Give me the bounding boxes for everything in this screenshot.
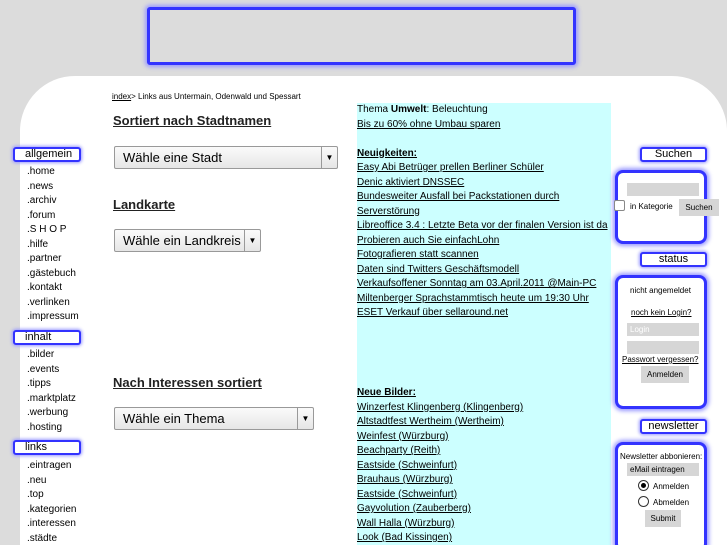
news-link[interactable]: Fotografieren statt scannen	[357, 249, 479, 260]
sidebar-link[interactable]: .S H O P	[27, 224, 67, 235]
news-item	[357, 263, 611, 278]
chevron-down-icon: ▼	[244, 230, 260, 251]
sidebar-heading-links: links	[13, 440, 81, 455]
news-item	[357, 234, 611, 249]
sidebar-link[interactable]: .marktplatz	[27, 392, 76, 404]
sidebar-link[interactable]: .hosting	[27, 421, 63, 433]
sidebar-link[interactable]: .top	[27, 489, 44, 500]
district-select[interactable]	[114, 229, 261, 252]
news-link[interactable]: Bundesweiter Ausfall bei Packstationen durch Serverstörung	[357, 191, 560, 217]
news-link[interactable]: ESET Verkauf über sellaround.net	[357, 307, 509, 318]
news-item	[357, 473, 611, 488]
bilder-list	[357, 401, 611, 545]
top-banner[interactable]	[147, 7, 576, 65]
newsletter-email-input[interactable]: eMail eintragen	[627, 463, 699, 476]
topic-select[interactable]	[114, 407, 314, 430]
news-link[interactable]: Brauhaus (Würzburg)	[357, 474, 453, 485]
sidebar-item	[27, 180, 79, 195]
news-link[interactable]: Gayvolution (Zauberberg)	[357, 503, 471, 514]
sidebar-link[interactable]: .events	[27, 363, 60, 375]
sidebar-link[interactable]: .news	[27, 180, 54, 192]
breadcrumb-text: > Links aus Untermain, Odenwald und Spessart	[131, 92, 301, 101]
newsletter-heading: newsletter	[640, 419, 707, 434]
sidebar-link[interactable]: .hilfe	[27, 238, 49, 250]
sidebar-link[interactable]: .tipps	[27, 378, 51, 389]
news-item	[357, 488, 611, 503]
news-link[interactable]: Weinfest (Würzburg)	[357, 430, 449, 442]
sidebar-item	[27, 377, 76, 392]
city-select-value: Wähle eine Stadt	[123, 150, 223, 165]
heading-landkarte: Landkarte	[113, 197, 176, 212]
news-item	[357, 190, 611, 219]
sidebar-link[interactable]: .eintragen	[27, 460, 72, 471]
bilder-heading: Neue Bilder:	[357, 387, 416, 398]
sidebar-item	[27, 532, 76, 545]
news-item	[357, 415, 611, 430]
news-link[interactable]: Look (Bad Kissingen)	[357, 532, 453, 543]
password-input[interactable]	[627, 341, 699, 354]
sidebar-item	[27, 348, 76, 363]
district-select-value: Wähle ein Landkreis	[123, 233, 241, 248]
sidebar-item	[27, 223, 79, 238]
search-heading: Suchen	[640, 147, 707, 162]
sidebar-item	[27, 474, 76, 489]
not-logged-in-text: nicht angemeldet	[630, 286, 691, 295]
sidebar-list-links	[27, 459, 76, 545]
city-select[interactable]	[114, 146, 338, 169]
news-link[interactable]: Probieren auch Sie einfachLohn	[357, 234, 500, 246]
news-item	[357, 219, 611, 234]
unsubscribe-radio[interactable]	[638, 496, 649, 507]
sidebar-link[interactable]: .home	[27, 166, 55, 177]
news-item	[357, 502, 611, 517]
news-item	[357, 277, 611, 292]
sidebar-link[interactable]: .städte	[27, 532, 58, 544]
sidebar-item	[27, 281, 79, 296]
register-link[interactable]: noch kein Login?	[631, 308, 692, 317]
news-link[interactable]: Easy Abi Betrüger prellen Berliner Schüler	[357, 162, 544, 173]
news-link[interactable]: Eastside (Schweinfurt)	[357, 488, 458, 500]
breadcrumb	[112, 92, 301, 101]
neuigkeiten-list	[357, 161, 611, 321]
login-input[interactable]: Login	[627, 323, 699, 336]
status-heading: status	[640, 252, 707, 267]
sidebar-link[interactable]: .interessen	[27, 518, 76, 529]
news-link[interactable]: Eastside (Schweinfurt)	[357, 459, 458, 471]
sidebar-item	[27, 267, 79, 282]
news-link[interactable]: Daten sind Twitters Geschäftsmodell	[357, 263, 520, 275]
news-link[interactable]: Denic aktiviert DNSSEC	[357, 176, 465, 188]
news-panel	[357, 103, 611, 545]
radio-dot-icon	[641, 483, 646, 488]
login-button[interactable]: Anmelden	[641, 366, 689, 383]
news-item	[357, 176, 611, 191]
news-item	[357, 531, 611, 545]
forgot-password-link[interactable]: Passwort vergessen?	[622, 355, 699, 364]
sidebar-link[interactable]: .impressum	[27, 311, 79, 322]
category-checkbox-label: in Kategorie	[630, 202, 673, 211]
news-item	[357, 517, 611, 532]
newsletter-submit-button[interactable]: Submit	[645, 510, 681, 527]
sidebar-item	[27, 165, 79, 180]
sidebar-item	[27, 310, 79, 325]
news-link[interactable]: Winzerfest Klingenberg (Klingenberg)	[357, 401, 524, 413]
news-link[interactable]: Verkaufsoffener Sonntag am 03.April.2011 @Main-PC	[357, 278, 597, 289]
news-item	[357, 459, 611, 474]
sidebar-link[interactable]: .bilder	[27, 349, 55, 360]
sidebar-item	[27, 406, 76, 421]
sidebar-item	[27, 194, 79, 209]
subscribe-radio[interactable]	[638, 480, 649, 491]
sidebar-heading-inhalt: inhalt	[13, 330, 81, 345]
sidebar-link[interactable]: .werbung	[27, 407, 69, 418]
search-button[interactable]: Suchen	[679, 199, 719, 216]
sidebar-link[interactable]: .verlinken	[27, 296, 70, 308]
topic-select-value: Wähle ein Thema	[123, 411, 225, 426]
topic-name: Umwelt	[390, 104, 427, 115]
sidebar-item	[27, 421, 76, 436]
news-link[interactable]: Miltenberger Sprachstammtisch heute um 19:30 Uhr	[357, 292, 589, 304]
promo-link[interactable]: Bis zu 60% ohne Umbau sparen	[357, 118, 501, 130]
sidebar-item	[27, 488, 76, 503]
sidebar-item	[27, 209, 79, 224]
sidebar-link[interactable]: .forum	[27, 209, 56, 221]
sidebar-item	[27, 238, 79, 253]
news-link[interactable]: Altstadtfest Wertheim (Wertheim)	[357, 416, 504, 427]
sidebar-item	[27, 392, 76, 407]
topic-line	[357, 103, 611, 118]
topic-prefix: Thema	[357, 104, 391, 115]
sidebar-link[interactable]: .neu	[27, 474, 47, 486]
news-link[interactable]: Wall Halla (Würzburg)	[357, 517, 455, 529]
news-link[interactable]: Libreoffice 3.4 : Letzte Beta vor der finalen Version ist da	[357, 220, 608, 231]
news-item	[357, 401, 611, 416]
sidebar-list-allgemein	[27, 165, 79, 325]
news-link[interactable]: Beachparty (Reith)	[357, 445, 441, 456]
category-checkbox[interactable]	[614, 200, 625, 211]
sidebar-list-inhalt	[27, 348, 76, 435]
sidebar-link[interactable]: .kontakt	[27, 282, 63, 293]
search-input[interactable]	[627, 183, 699, 196]
chevron-down-icon: ▼	[321, 147, 337, 168]
subscribe-radio-label: Anmelden	[653, 482, 690, 491]
topic-rest: : Beleuchtung	[426, 104, 488, 115]
news-item	[357, 430, 611, 445]
sidebar-heading-allgemein: allgemein	[13, 147, 81, 162]
news-item	[357, 306, 611, 321]
sidebar-link[interactable]: .archiv	[27, 195, 57, 206]
news-item	[357, 248, 611, 263]
chevron-down-icon: ▼	[297, 408, 313, 429]
heading-sorted-by-interest: Nach Interessen sortiert	[113, 375, 262, 390]
breadcrumb-index-link[interactable]: index	[112, 92, 132, 101]
unsubscribe-radio-label: Abmelden	[653, 498, 690, 507]
newsletter-label: Newsletter abbonieren:	[620, 452, 703, 461]
news-item	[357, 292, 611, 307]
sidebar-item	[27, 503, 76, 518]
sidebar-item	[27, 459, 76, 474]
sidebar-item	[27, 363, 76, 378]
sidebar-item	[27, 252, 79, 267]
neuigkeiten-heading: Neuigkeiten:	[357, 147, 418, 159]
sidebar-link[interactable]: .kategorien	[27, 503, 77, 515]
news-item	[357, 444, 611, 459]
sidebar-item	[27, 517, 76, 532]
news-item	[357, 161, 611, 176]
heading-sorted-by-city: Sortiert nach Stadtnamen	[113, 113, 272, 128]
sidebar-item	[27, 296, 79, 311]
sidebar-link[interactable]: .partner	[27, 253, 62, 264]
sidebar-link[interactable]: .gästebuch	[27, 267, 76, 279]
